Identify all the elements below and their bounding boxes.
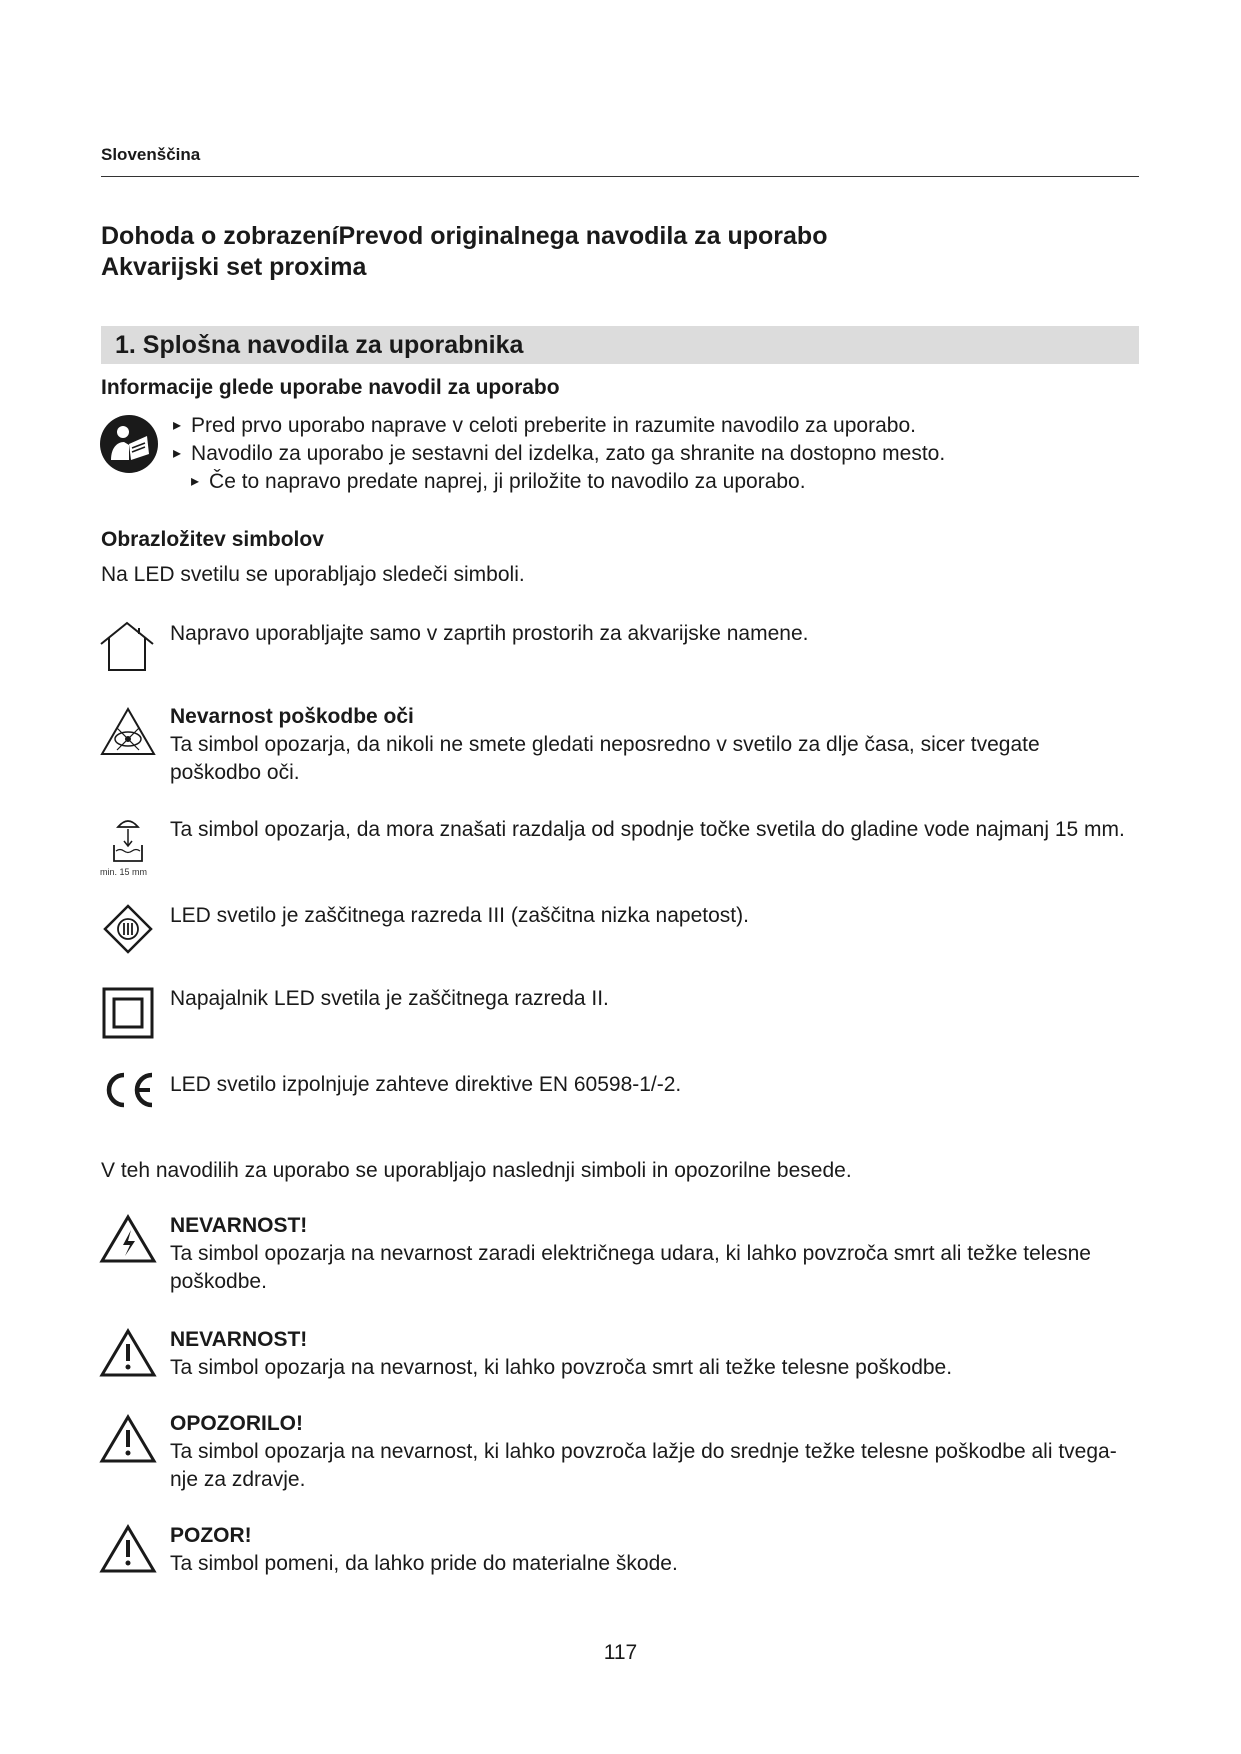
- document-title: [101, 221, 827, 283]
- ce-mark-text: LED svetilo izpolnjuje zahteve direktive EN 60598-1/-2.: [170, 1073, 682, 1096]
- protection-class-2-icon: [102, 987, 154, 1039]
- distance-icon-label: min. 15 mm: [100, 867, 148, 877]
- eye-hazard-warning-icon: [99, 706, 157, 758]
- header-divider: [101, 176, 1139, 177]
- warning-text-line-1: Ta simbol pomeni, da lahko pride do materialne škode.: [170, 1552, 678, 1575]
- caution-warning-icon: [99, 1414, 157, 1464]
- info-heading: Informacije glede uporabe navodil za uporabo: [101, 376, 560, 399]
- eye-hazard-text-line-1: Ta simbol opozarja, da nikoli ne smete gledati neposredno v svetilo za dlje časa, sicer tvegate: [170, 733, 1040, 756]
- symbols-heading: Obrazložitev simbolov: [101, 528, 324, 551]
- eye-hazard-text-line-2: poškodbo oči.: [170, 761, 300, 784]
- protection-class-2-text: Napajalnik LED svetila je zaščitnega razreda II.: [170, 987, 609, 1010]
- warning-text-line-2: nje za zdravje.: [170, 1468, 306, 1491]
- warning-title: NEVARNOST!: [170, 1214, 308, 1237]
- read-manual-icon: [99, 414, 159, 474]
- lamp-water-distance-icon: [108, 815, 148, 865]
- attention-warning-icon: [99, 1524, 157, 1574]
- danger-warning-icon: [99, 1328, 157, 1378]
- warning-text-line-1: Ta simbol opozarja na nevarnost, ki lahko povzroča smrt ali težke telesne poškodbe.: [170, 1356, 953, 1379]
- warning-title: OPOZORILO!: [170, 1412, 303, 1435]
- ce-mark-icon: [102, 1070, 156, 1110]
- title-line-1: Dohoda o zobrazeníPrevod originalnega navodila za uporabo: [101, 222, 828, 250]
- page-number: 117: [603, 1641, 638, 1664]
- bullet-item: ▸ Navodilo za uporabo je sestavni del izdelka, zato ga shranite na dostopno mesto.: [173, 440, 945, 470]
- symbols-intro: Na LED svetilu se uporabljajo sledeči simboli.: [101, 563, 525, 586]
- distance-text: Ta simbol opozarja, da mora znašati razdalja od spodnje točke svetila do gladine vode najmanj 15 mm.: [170, 818, 1125, 841]
- eye-hazard-title: Nevarnost poškodbe oči: [170, 705, 414, 728]
- bullet-item: ▸ Če to napravo predate naprej, ji priložite to navodilo za uporabo.: [191, 468, 806, 498]
- bullet-item: ▸ Pred prvo uporabo naprave v celoti preberite in razumite navodilo za uporabo.: [173, 412, 916, 442]
- warning-text-line-2: poškodbe.: [170, 1270, 267, 1293]
- warning-text-line-1: Ta simbol opozarja na nevarnost, ki lahko povzroča lažje do srednje težke telesne poškodbe ali tvega-: [170, 1440, 1117, 1463]
- electric-shock-warning-icon: [99, 1214, 157, 1264]
- warning-text-line-1: Ta simbol opozarja na nevarnost zaradi električnega udara, ki lahko povzroča smrt ali težke telesne: [170, 1242, 1091, 1265]
- protection-class-3-text: LED svetilo je zaščitnega razreda III (zaščitna nizka napetost).: [170, 904, 749, 927]
- indoor-use-house-icon: [99, 620, 155, 672]
- section-heading-bar: [101, 326, 1139, 364]
- title-line-2: Akvarijski set proxima: [101, 253, 367, 281]
- warnings-intro: V teh navodilih za uporabo se uporabljajo naslednji simboli in opozorilne besede.: [101, 1159, 852, 1182]
- indoor-use-text: Napravo uporabljajte samo v zaprtih prostorih za akvarijske namene.: [170, 622, 809, 645]
- protection-class-3-icon: [103, 904, 153, 954]
- warning-title: POZOR!: [170, 1524, 252, 1547]
- language-label: Slovenščina: [101, 145, 201, 164]
- section-heading: 1. Splošna navodila za uporabnika: [115, 331, 524, 359]
- warning-title: NEVARNOST!: [170, 1328, 308, 1351]
